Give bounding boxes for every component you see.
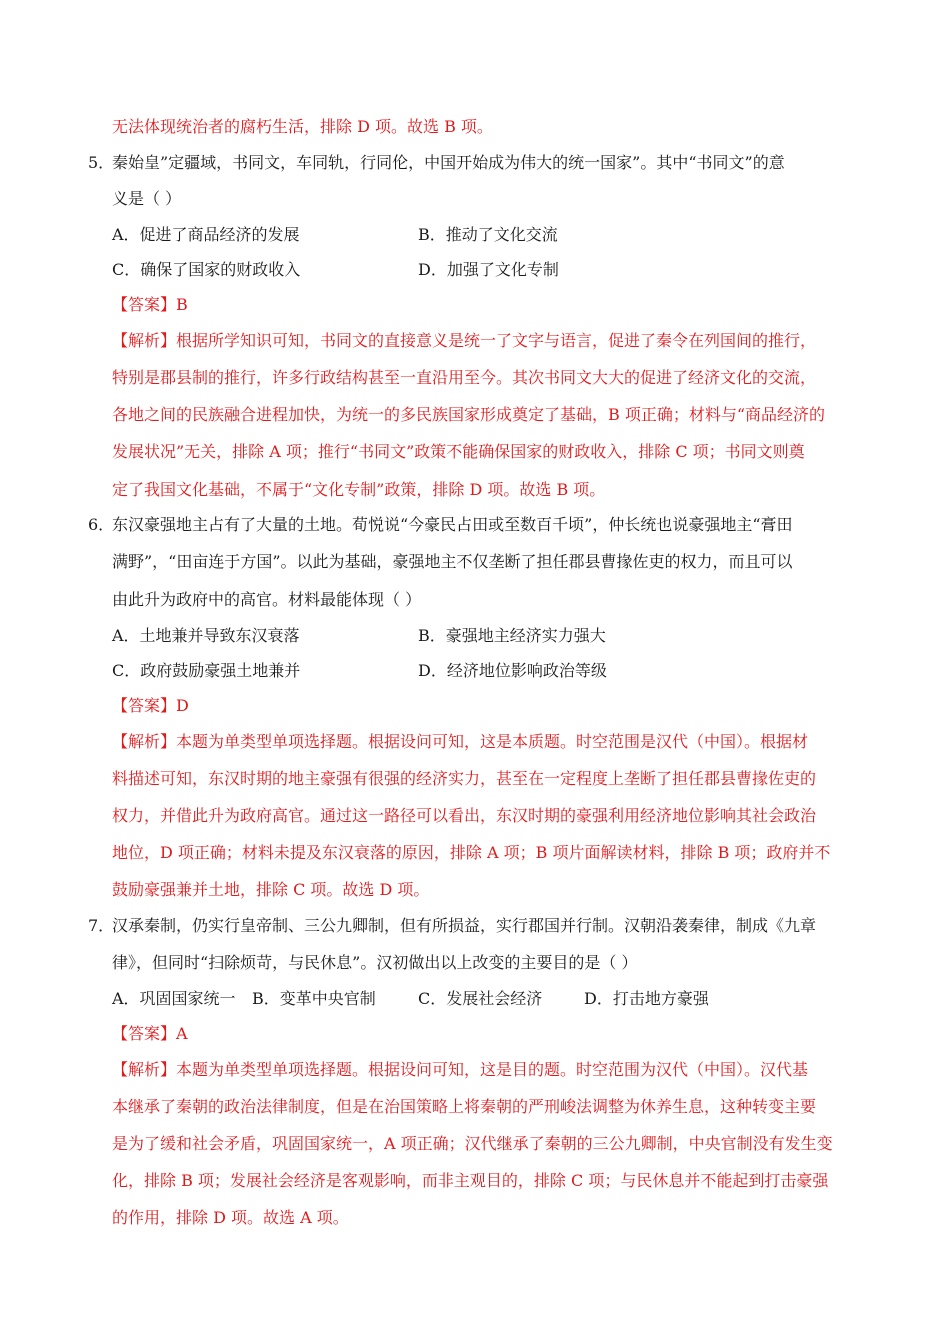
analysis-line: 【解析】本题为单类型单项选择题。根据设问可知，这是目的题。时空范围为汉代（中国）。汉代基 [112, 1060, 809, 1079]
option-d: D．经济地位影响政治等级 [418, 661, 607, 680]
answer-label: 【答案】A [112, 1024, 188, 1043]
question-stem: 律》，但同时“扫除烦苛，与民休息”。汉初做出以上改变的主要目的是（ ） [112, 953, 638, 972]
analysis-line: 【解析】本题为单类型单项选择题。根据设问可知，这是本质题。时空范围是汉代（中国）。根据材 [112, 732, 809, 751]
option-b: B．豪强地主经济实力强大 [418, 626, 606, 645]
option-c: C．确保了国家的财政收入 [112, 260, 301, 279]
analysis-line: 的作用，排除 D 项。故选 A 项。 [112, 1208, 349, 1227]
answer-label: 【答案】D [112, 696, 189, 715]
analysis-line: 鼓励豪强兼并土地，排除 C 项。故选 D 项。 [112, 880, 430, 899]
question-stem: 秦始皇”定疆域，书同文，车同轨，行同伦，中国开始成为伟大的统一国家”。其中“书同文”的意 [112, 153, 785, 172]
question-stem: 由此升为政府中的高官。材料最能体现（ ） [112, 590, 422, 609]
option-a: A．土地兼并导致东汉衰落 [112, 626, 300, 645]
question-stem: 义是（ ） [112, 189, 182, 208]
analysis-line: 化，排除 B 项；发展社会经济是客观影响，而非主观目的，排除 C 项；与民休息并不能起到打击豪强 [112, 1171, 829, 1190]
analysis-line: 料描述可知，东汉时期的地主豪强有很强的经济实力，甚至在一定程度上垄断了担任郡县曹掾佐吏的 [112, 769, 817, 788]
question-stem: 满野”，“田亩连于方国”。以此为基础，豪强地主不仅垄断了担任郡县曹掾佐吏的权力，而且可以 [112, 552, 793, 571]
carryover-analysis-line: 无法体现统治者的腐朽生活，排除 D 项。故选 B 项。 [112, 117, 493, 136]
option-d: D．加强了文化专制 [418, 260, 559, 279]
analysis-line: 权力，并借此升为政府高官。通过这一路径可以看出，东汉时期的豪强利用经济地位影响其社会政治 [112, 806, 817, 825]
question-number: 6． [88, 515, 115, 534]
analysis-line: 地位，D 项正确；材料未提及东汉衰落的原因，排除 A 项；B 项片面解读材料，排除 B 项；政府并不 [112, 843, 831, 862]
analysis-line: 【解析】根据所学知识可知，书同文的直接意义是统一了文字与语言，促进了秦令在列国间的推行， [112, 331, 817, 350]
question-number: 5． [88, 153, 115, 172]
question-stem: 汉承秦制，仍实行皇帝制、三公九卿制，但有所损益，实行郡国并行制。汉朝沿袭秦律，制成《九章 [112, 916, 817, 935]
option-c: C．政府鼓励豪强土地兼并 [112, 661, 301, 680]
analysis-line: 本继承了秦朝的政治法律制度，但是在治国策略上将秦朝的严刑峻法调整为休养生息，这种转变主要 [112, 1097, 817, 1116]
option-b: B．变革中央官制 [252, 989, 376, 1008]
question-stem: 东汉豪强地主占有了大量的土地。荀悦说“今豪民占田或至数百千顷”，仲长统也说豪强地主“膏田 [112, 515, 793, 534]
option-a: A．促进了商品经济的发展 [112, 225, 300, 244]
option-b: B．推动了文化交流 [418, 225, 558, 244]
answer-label: 【答案】B [112, 295, 188, 314]
option-a: A．巩固国家统一 [112, 989, 236, 1008]
analysis-line: 特别是郡县制的推行，许多行政结构甚至一直沿用至今。其次书同文大大的促进了经济文化的交流， [112, 368, 817, 387]
option-c: C．发展社会经济 [418, 989, 543, 1008]
analysis-line: 各地之间的民族融合进程加快，为统一的多民族国家形成奠定了基础，B 项正确；材料与“商品经济的 [112, 405, 826, 424]
analysis-line: 是为了缓和社会矛盾，巩固国家统一，A 项正确；汉代继承了秦朝的三公九卿制，中央官制没有发生变 [112, 1134, 833, 1153]
analysis-line: 发展状况”无关，排除 A 项；推行“书同文”政策不能确保国家的财政收入，排除 C 项；书同文则奠 [112, 442, 805, 461]
question-number: 7． [88, 916, 115, 935]
analysis-line: 定了我国文化基础，不属于“文化专制”政策，排除 D 项。故选 B 项。 [112, 480, 606, 499]
option-d: D．打击地方豪强 [584, 989, 709, 1008]
